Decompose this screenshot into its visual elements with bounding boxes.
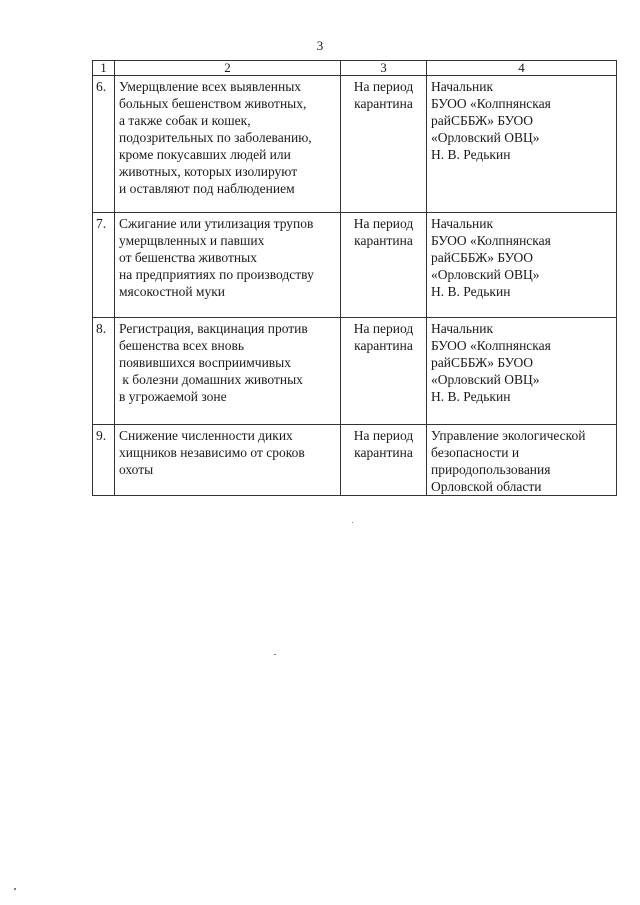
table-header-row bbox=[93, 61, 617, 76]
column-header: 2 bbox=[115, 61, 341, 76]
responsible-line: Управление экологической bbox=[431, 428, 586, 443]
responsible-line: Начальник bbox=[431, 321, 494, 336]
measure-line: бешенства всех вновь bbox=[119, 338, 245, 353]
scan-speck bbox=[14, 888, 16, 890]
responsible-line: БУОО «Колпнянская bbox=[431, 338, 551, 353]
period-line: карантина bbox=[354, 445, 413, 460]
period-cell bbox=[341, 76, 427, 213]
measure-line: подозрительных по заболеванию, bbox=[119, 130, 312, 145]
period-line: На период bbox=[353, 428, 414, 443]
table-row bbox=[93, 318, 617, 425]
measure-cell bbox=[115, 76, 341, 213]
row-number: 8. bbox=[93, 318, 115, 425]
period-line: На период bbox=[353, 216, 414, 231]
measure-line: к болезни домашних животных bbox=[119, 372, 303, 387]
responsible-line: «Орловский ОВЦ» bbox=[431, 372, 540, 387]
responsible-cell bbox=[427, 76, 617, 213]
measure-line: а также собак и кошек, bbox=[119, 113, 251, 128]
period-line: На период bbox=[353, 79, 414, 94]
period-line: карантина bbox=[354, 233, 413, 248]
measure-line: животных, которых изолируют bbox=[119, 164, 298, 179]
responsible-line: Н. В. Редькин bbox=[431, 147, 511, 162]
scan-speck bbox=[274, 654, 276, 655]
measure-line: охоты bbox=[119, 462, 154, 477]
responsible-line: БУОО «Колпнянская bbox=[431, 96, 551, 111]
responsible-cell bbox=[427, 425, 617, 496]
measure-line: больных бешенством животных, bbox=[119, 96, 307, 111]
measure-line: хищников независимо от сроков bbox=[119, 445, 305, 460]
period-cell bbox=[341, 425, 427, 496]
measures-table bbox=[92, 60, 617, 496]
measure-cell bbox=[115, 318, 341, 425]
measure-line: Сжигание или утилизация трупов bbox=[119, 216, 314, 231]
responsible-line: Начальник bbox=[431, 79, 494, 94]
row-number: 6. bbox=[93, 76, 115, 213]
measure-line: в угрожаемой зоне bbox=[119, 389, 227, 404]
measure-line: Умерщвление всех выявленных bbox=[119, 79, 302, 94]
page-number: 3 bbox=[316, 38, 324, 53]
responsible-line: Орловской области bbox=[431, 479, 542, 494]
responsible-line: райСББЖ» БУОО bbox=[431, 113, 534, 128]
measure-line: появившихся восприимчивых bbox=[119, 355, 291, 370]
period-cell bbox=[341, 318, 427, 425]
responsible-line: Н. В. Редькин bbox=[431, 284, 511, 299]
responsible-line: райСББЖ» БУОО bbox=[431, 355, 534, 370]
responsible-line: Н. В. Редькин bbox=[431, 389, 511, 404]
period-line: На период bbox=[353, 321, 414, 336]
row-number: 9. bbox=[93, 425, 115, 496]
period-line: карантина bbox=[354, 96, 413, 111]
measure-cell bbox=[115, 213, 341, 318]
responsible-cell bbox=[427, 318, 617, 425]
measure-line: кроме покусавших людей или bbox=[119, 147, 291, 162]
column-header: 1 bbox=[93, 61, 115, 76]
responsible-line: «Орловский ОВЦ» bbox=[431, 130, 540, 145]
measure-line: мясокостной муки bbox=[119, 284, 225, 299]
measure-line: на предприятиях по производству bbox=[119, 267, 314, 282]
measure-line: от бешенства животных bbox=[119, 250, 257, 265]
column-header: 3 bbox=[341, 61, 427, 76]
column-header: 4 bbox=[427, 61, 617, 76]
responsible-line: БУОО «Колпнянская bbox=[431, 233, 551, 248]
period-line: карантина bbox=[354, 338, 413, 353]
measure-line: умерщвленных и павших bbox=[119, 233, 265, 248]
table-row bbox=[93, 213, 617, 318]
responsible-line: Начальник bbox=[431, 216, 494, 231]
responsible-line: природопользования bbox=[431, 462, 551, 477]
table-row bbox=[93, 425, 617, 496]
measure-line: Регистрация, вакцинация против bbox=[119, 321, 308, 336]
period-cell bbox=[341, 213, 427, 318]
responsible-cell bbox=[427, 213, 617, 318]
responsible-line: безопасности и bbox=[431, 445, 520, 460]
measure-line: и оставляют под наблюдением bbox=[119, 181, 295, 196]
row-number: 7. bbox=[93, 213, 115, 318]
responsible-line: «Орловский ОВЦ» bbox=[431, 267, 540, 282]
table-row bbox=[93, 76, 617, 213]
measure-cell bbox=[115, 425, 341, 496]
scan-speck bbox=[352, 522, 353, 523]
responsible-line: райСББЖ» БУОО bbox=[431, 250, 534, 265]
measure-line: Снижение численности диких bbox=[119, 428, 293, 443]
